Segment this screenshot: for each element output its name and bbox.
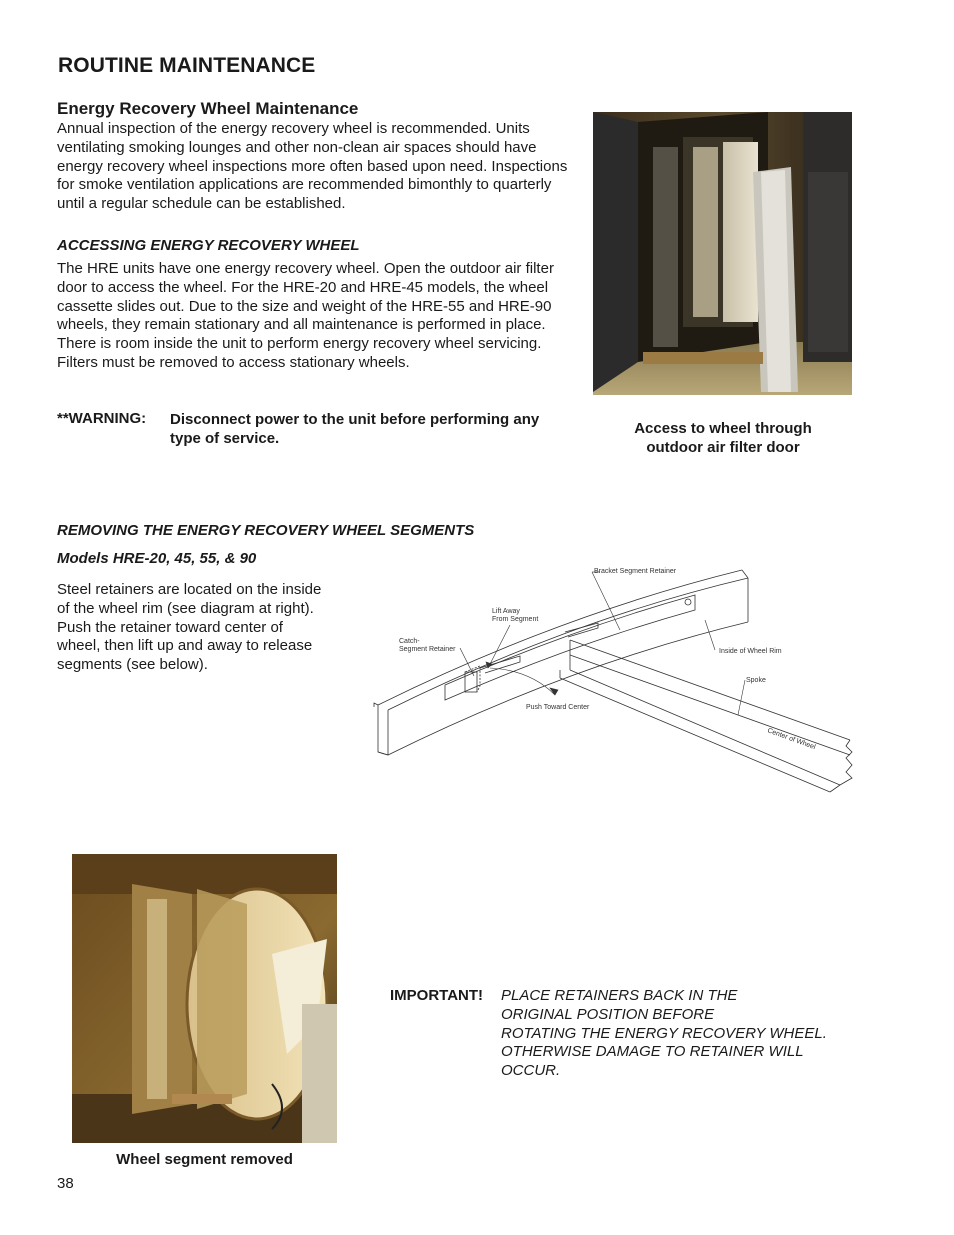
section-heading: Energy Recovery Wheel Maintenance [57,99,359,118]
important-line-2: ORIGINAL POSITION BEFORE [501,1005,715,1023]
photo-access-caption-line1: Access to wheel through [634,420,812,437]
warning-label: **WARNING: [57,410,147,427]
photo-access-door-illustration [593,112,852,395]
label-catch-2: Segment Retainer [399,646,456,653]
removing-heading: REMOVING THE ENERGY RECOVERY WHEEL SEGMENTS [57,522,475,539]
accessing-paragraph: The HRE units have one energy recovery wheel. Open the outdoor air filter door to access the wheel. For the HRE-20 and HRE-45 models, the wheel cassette slides out. Due to the size and weight of the HRE-55 and HRE-90 wheels, they remain stationary and all maintenance is performed in place. There is room inside the unit to perform energy recovery wheel servicing. Filters must be removed to access stationary wheels. [57,260,554,371]
important-text [501,987,861,1081]
retainer-diagram [370,560,870,800]
removing-paragraph: Steel retainers are located on the inside of the wheel rim (see diagram at right). Push the retainer toward center of wheel, then lift up and away to release segments (see below). [57,581,322,674]
label-spoke: Spoke [746,677,766,684]
accessing-heading: ACCESSING ENERGY RECOVERY WHEEL [57,237,360,254]
photo-access-caption [600,419,846,457]
photo-access-door [593,112,852,395]
photo-access-caption-line2: outdoor air filter door [646,439,800,456]
intro-paragraph: Annual inspection of the energy recovery wheel is recommended. Units ventilating smoking lounges and other non-clean air spaces should have energy recovery wheel inspections more often based upon need. Inspections for smoke ventilation applications are recommended bimonthly to quarterly until a regular schedule can be established. [57,120,568,213]
models-subheading: Models HRE-20, 45, 55, & 90 [57,550,257,567]
photo-segment-removed [72,854,337,1143]
important-label: IMPORTANT! [390,987,484,1004]
important-line-5: OCCUR. [501,1062,561,1080]
page-title: ROUTINE MAINTENANCE [58,54,316,77]
important-line-1: PLACE RETAINERS BACK IN THE [501,987,738,1004]
label-lift-away-1: Lift Away [492,608,520,615]
important-line-3: ROTATING THE ENERGY RECOVERY WHEEL. [501,1024,827,1042]
photo-segment-caption: Wheel segment removed [116,1151,293,1168]
label-push-toward: Push Toward Center [526,704,590,711]
page-number: 38 [57,1175,74,1192]
retainer-diagram-svg [370,560,870,800]
label-center-of-wheel: Center of Wheel [766,727,817,752]
photo-segment-removed-illustration [72,854,337,1143]
label-bracket-segment-retainer: Bracket Segment Retainer [594,568,677,575]
label-catch-1: Catch- [399,638,420,645]
important-line-4: OTHERWISE DAMAGE TO RETAINER WILL [501,1043,804,1061]
warning-text: Disconnect power to the unit before performing any type of service. [170,411,540,447]
label-lift-away-2: From Segment [492,616,539,623]
label-inside-rim: Inside of Wheel Rim [719,648,782,655]
